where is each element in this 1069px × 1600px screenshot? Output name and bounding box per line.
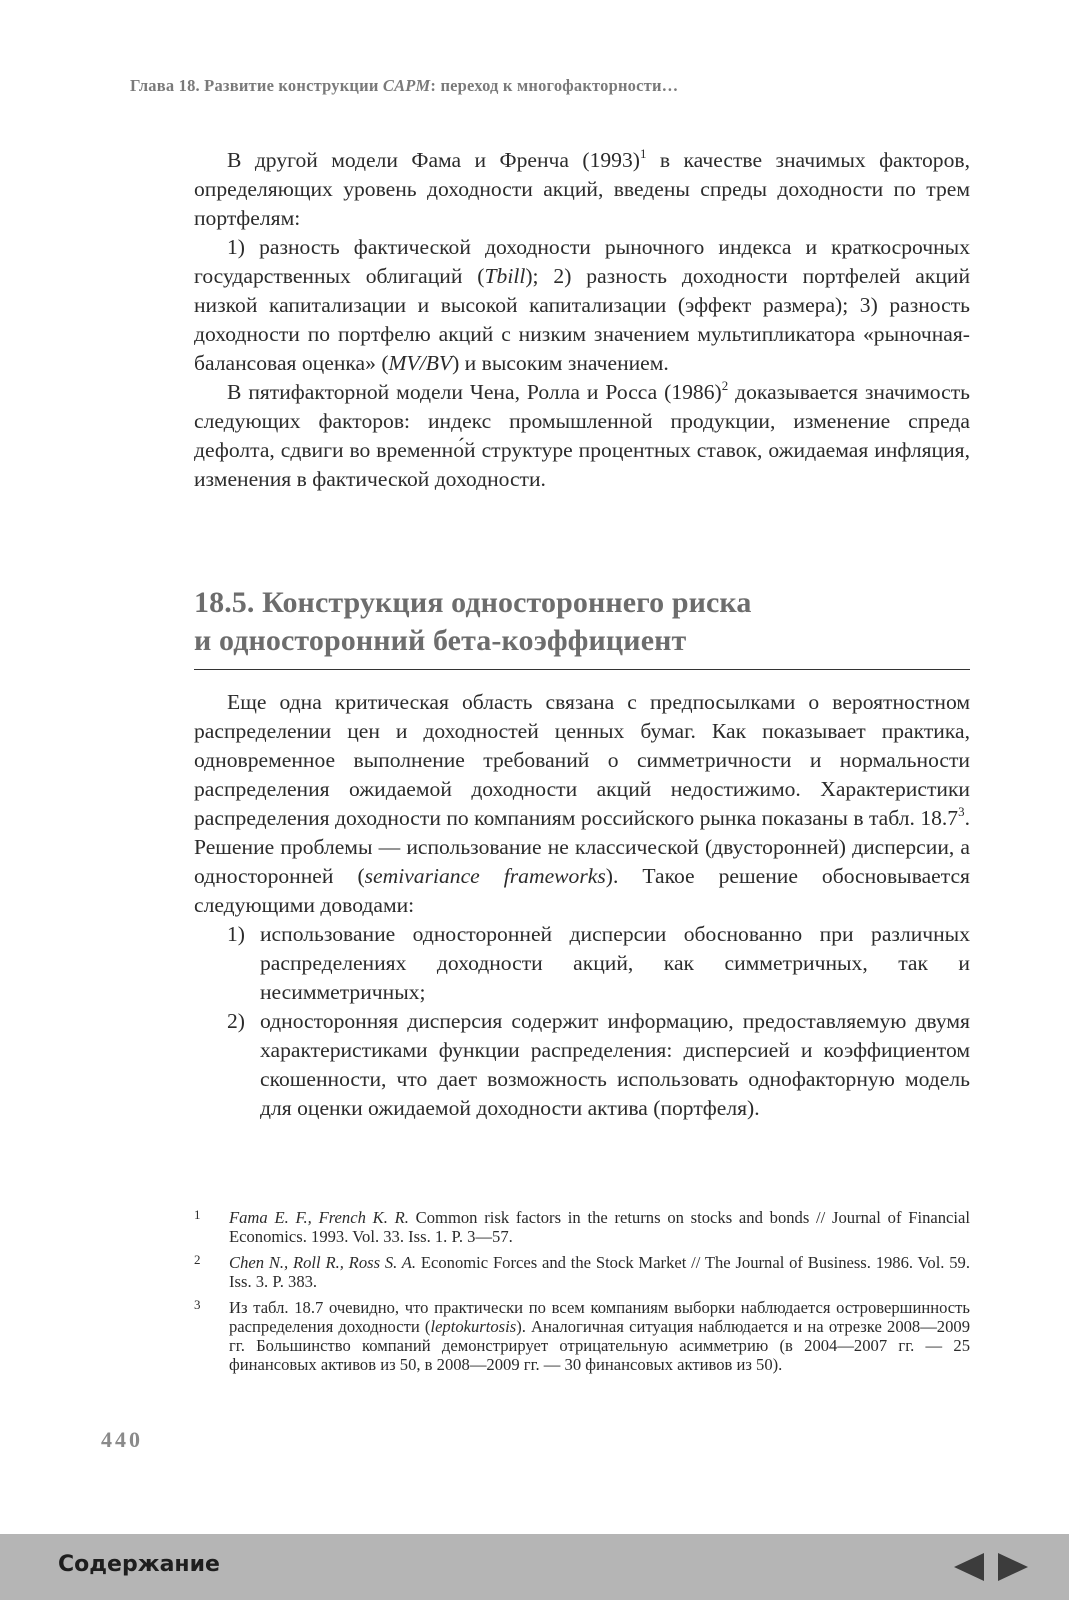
footnote-citation: Economic Forces and the Stock Market // The Journal of Business. 1986. Vol. 59. Iss. 3. P. 383. (229, 1253, 970, 1291)
footnote-2 (194, 1253, 970, 1291)
triangle-right-icon (997, 1552, 1029, 1582)
footnote-number: 3 (194, 1297, 201, 1312)
paragraph-text: в качестве значимых факторов, определяющих уровень доходности акций, введены спреды доходности по трем портфелям: (194, 148, 970, 230)
footnote-ref-2[interactable]: 2 (721, 377, 729, 393)
contents-link[interactable]: Содержание (58, 1552, 220, 1577)
footnote-citation: Из табл. 18.7 очевидно, что практически по всем компаниям выборки наблюдается островершинность распределения доходности ( (229, 1298, 970, 1336)
paragraph-text: . Решение проблемы — использование не классической (двусторонней) дисперсии, а односторонней ( (194, 806, 970, 888)
paragraph-fama-french (194, 146, 970, 233)
footnote-text (229, 1298, 970, 1374)
paragraph-text: доказывается значимость следующих факторов: индекс промышленной продукции, изменение спреда дефолта, сдвиги во временно́й структуре процентных ставок, ожидаемая инфляция, изменения в фактической доходности. (194, 380, 970, 491)
term-semivariance: semivariance frameworks (364, 864, 606, 888)
section-heading-line-1: 18.5. Конструкция одностороннего риска (194, 586, 752, 619)
section-heading (194, 584, 970, 660)
triangle-left-icon (953, 1552, 985, 1582)
paragraph-text: В другой модели Фама и Френча (1993) (227, 148, 640, 172)
term-tbill: Tbill (484, 264, 526, 288)
list-item-number: 2) (227, 1009, 245, 1033)
footnote-ref-1[interactable]: 1 (639, 145, 647, 161)
footer-bar (0, 1534, 1069, 1600)
list-item (194, 1007, 970, 1123)
section-heading-line-2: и односторонний бета-коэффициент (194, 624, 687, 657)
list-item-text: использование односторонней дисперсии обоснованно при различных распределениях доходности акций, как симметричных, так и несимметричных; (260, 922, 970, 1004)
prev-page-button[interactable] (953, 1552, 985, 1582)
paragraph-three-portfolios (194, 233, 970, 378)
paragraph-chen-roll-ross (194, 378, 970, 494)
paragraph-text: ) и высоким значением. (452, 351, 669, 375)
next-page-button[interactable] (997, 1552, 1029, 1582)
list-item-text: односторонняя дисперсия содержит информацию, предоставляемую двумя характеристиками функции распределения: дисперсией и коэффициентом скошенности, что дает возможность использовать однофакторную модель для оценки ожидаемой доходности актива (портфеля). (260, 1009, 970, 1120)
running-head-suffix: : переход к многофакторности… (430, 76, 679, 95)
running-head-prefix: Глава 18. Развитие конструкции (130, 76, 383, 95)
footnote-ref-3[interactable]: 3 (958, 803, 965, 819)
footnote-3 (194, 1298, 970, 1374)
paragraph-text: В пятифакторной модели Чена, Ролла и Росса (1986) (227, 380, 722, 404)
paragraph-semivariance (194, 688, 970, 920)
footnote-1 (194, 1208, 970, 1246)
running-head (130, 76, 678, 96)
footnote-authors: Chen N., Roll R., Ross S. A. (229, 1253, 417, 1272)
footnote-number: 1 (194, 1207, 201, 1222)
body-text-block-1 (194, 146, 970, 494)
term-leptokurtosis: leptokurtosis (430, 1317, 517, 1336)
running-head-capm: CAPM (382, 76, 431, 95)
paragraph-text: Еще одна критическая область связана с предпосылками о вероятностном распределении цен и доходностей ценных бумаг. Как показывает практика, одновременное выполнение требований о симметричности и нормальности распределения ожидаемой доходности акций недостижимо. Характеристики распределения доходности по компаниям российского рынка показаны в табл. 18.7 (194, 690, 970, 830)
paragraph-text: ). Такое решение обосновывается следующими доводами: (194, 864, 970, 917)
footnote-number: 2 (194, 1252, 201, 1267)
footnote-authors: Fama E. F., French K. R. (229, 1208, 409, 1227)
list-item (194, 920, 970, 1007)
footnote-citation: Common risk factors in the returns on stocks and bonds // Journal of Financial Economics. 1993. Vol. 33. Iss. 1. P. 3—57. (229, 1208, 970, 1246)
footnote-text (229, 1253, 970, 1291)
heading-divider (194, 669, 970, 670)
body-text-block-2 (194, 688, 970, 1123)
paragraph-text: 1) разность фактической доходности рыночного индекса и краткосрочных государственных облигаций ( (194, 235, 970, 288)
page-number: 440 (101, 1427, 143, 1452)
list-item-number: 1) (227, 922, 245, 946)
footnote-text (229, 1208, 970, 1246)
paragraph-text: ); 2) разность доходности портфелей акций низкой капитализации и высокой капитализации (эффект размера); 3) разность доходности по портфелю акций с низким значением мультипликатора «рыночная-балансовая оценка» ( (194, 264, 970, 375)
footnote-citation: ). Аналогичная ситуация наблюдается и на отрезке 2008—2009 гг. Большинство компаний демонстрирует отрицательную асимметрию (в 2004—2007 гг. — 25 финансовых активов из 50, в 2008—2009 гг. — 30 финансовых активов из 50). (229, 1317, 970, 1374)
term-mv-bv: MV/BV (388, 351, 453, 375)
footnotes (194, 1208, 970, 1381)
